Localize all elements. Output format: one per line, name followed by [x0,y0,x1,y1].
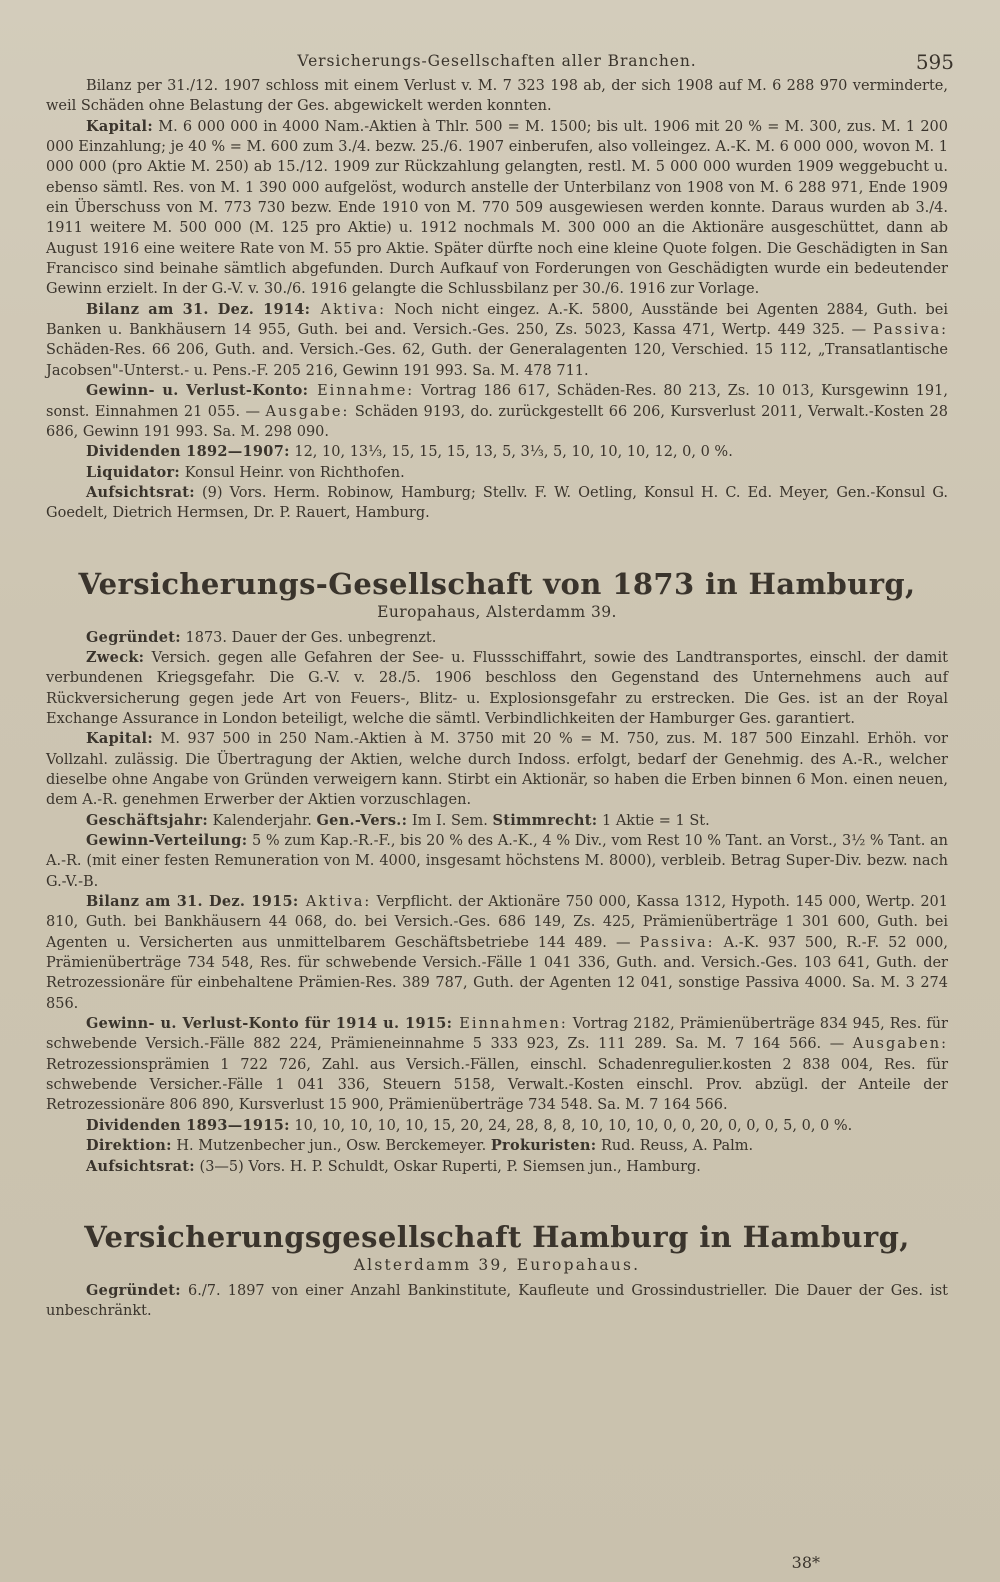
kapital-text: M. 937 500 in 250 Nam.-Aktien à M. 3750 mit 20 % = M. 750, zus. M. 187 500 Einzahl. Erhöh. vor Vollzahl. zulässig. Die Übertragung der Aktien, welche durch Indoss. erfolgt, bedarf der Genehmig. des A.-R., welcher dieselbe ohne Angabe von Gründen verweigern kann. Stirbt ein Aktionär, so haben die Erben binnen 6 Mon. einen neuen, dem A.-R. genehmen Erwerber der Aktien vorzuschlagen. [46,731,948,809]
kapital-paragraph [46,729,948,810]
section-company-hamburg [46,1219,948,1322]
gen-vers-text: Im I. Sem. [407,812,493,829]
guv-paragraph [46,381,948,442]
einnahme-text: Vortrag 186 617, Schäden-Res. 80 213, Zs. 10 013, Kursgewinn 191, sonst. Einnahmen 21 055. — [46,383,948,420]
geschaeftsjahr-text: Kalenderjahr. [208,812,317,829]
page-number: 595 [915,50,954,74]
bilanz-label: Bilanz am 31. Dez. 1915: [86,893,299,911]
kapital-paragraph [46,117,948,300]
geschaeftsjahr-label: Geschäftsjahr: [86,811,209,829]
guv-paragraph [46,1014,948,1116]
kapital-text: M. 6 000 000 in 4000 Nam.-Aktien à Thlr. 500 = M. 1500; bis ult. 1906 mit 20 % = M. 300, zus. M. 1 200 000 Einzahlung; je 40 % = M. 600 zum 3./4. bezw. 25./6. 1907 einberufen, also volleingez. A.-K. M. 6 000 000, wovon M. 1 000 000 (pro Aktie M. 250) ab 15./12. 1909 zur Rückzahlung gelangten, restl. M. 5 000 000 wurden 1909 weggebucht u. ebenso sämtl. Res. von M. 1 390 000 aufgelöst, wodurch anstelle der Unterbilanz von 1908 von M. 6 288 971, Ende 1909 ein Überschuss von M. 773 730 bezw. Ende 1910 von M. 770 509 ausgewiesen werden konnte. Daraus wurden ab 3./4. 1911 weitere M. 500 000 (M. 125 pro Aktie) u. 1912 nochmals M. 300 000 an die Aktionäre ausgeschüttet, dann ab August 1916 eine weitere Rate von M. 55 pro Aktie. Später dürfte noch eine kleine Quote folgen. Die Geschädigten in San Francisco sind beinahe sämtlich abgefunden. Durch Aufkauf von Forderungen von Geschädigten wurde ein bedeutender Gewinn erzielt. In der G.-V. v. 30./6. 1916 gelangte die Schlussbilanz per 30./6. 1916 zur Vorlage. [46,118,948,298]
dividenden-text: 12, 10, 13⅓, 15, 15, 15, 13, 5, 3⅓, 5, 10, 10, 10, 12, 0, 0 %. [289,444,733,461]
guv-label: Gewinn- u. Verlust-Konto für 1914 u. 1915: [86,1015,453,1033]
gegruendet-text: 6./7. 1897 von einer Anzahl Bankinstitute, Kaufleute und Grossindustrieller. Die Dauer der Ges. ist unbeschränkt. [46,1282,948,1320]
kapital-label: Kapital: [86,730,153,748]
direktion-paragraph [46,1136,948,1156]
zweck-label: Zweck: [86,648,145,666]
aktiva-text: Verpflicht. der Aktionäre 750 000, Kassa 1312, Hypoth. 145 000, Wertp. 201 810, Guth. bei Bankhäusern 44 068, do. bei Versich.-Ges. 686 149, Zs. 425, Prämienüberträge 1 301 600, Guth. bei Agenten u. Versicherten aus unmittelbarem Geschäftsbetriebe 144 489. — [46,894,948,951]
gewinn-verteilung-label: Gewinn-Verteilung: [86,832,248,849]
einnahme-word: Einnahme: [308,383,415,400]
aufsichtsrat-label: Aufsichtsrat: [86,1157,195,1175]
einnahmen-word: Einnahmen: [452,1016,568,1033]
aufsichtsrat-label: Aufsichtsrat: [86,483,195,501]
ausgabe-word: Ausgabe: [265,403,350,420]
company-address: Alsterdamm 39, Europahaus. [353,1255,641,1274]
gegruendet-paragraph [46,1281,948,1322]
einnahmen-text: Vortrag 2182, Prämienüberträge 834 945, Res. für schwebende Versich.-Fälle 882 224, Prämieneinnahme 5 333 923, Zs. 111 289. Sa. M. 7 164 566. — [46,1016,948,1053]
running-title: Versicherungs-Gesellschaften aller Branchen. [297,52,697,70]
ausgabe-text: Schäden 9193, do. zurückgestellt 66 206, Kursverlust 2011, Verwalt.-Kosten 28 686, Gewinn 191 993. Sa. M. 298 090. [46,403,948,440]
guv-label: Gewinn- u. Verlust-Konto: [86,382,309,400]
gegruendet-text: 1873. Dauer der Ges. unbegrenzt. [180,629,437,646]
ausgaben-word: Ausgaben: [852,1036,948,1053]
aufsichtsrat-paragraph [46,1157,948,1177]
geschaeftsjahr-paragraph [46,811,948,831]
liquidator-text: Konsul Heinr. von Richthofen. [180,464,405,481]
stimmrecht-text: 1 Aktie = 1 St. [597,812,710,829]
gegruendet-label: Gegründet: [86,1281,181,1299]
company-address: Europahaus, Alsterdamm 39. [377,602,617,621]
bilanz-1914-paragraph [46,300,948,381]
prokuristen-text: Rud. Reuss, A. Palm. [596,1138,754,1155]
dividenden-text: 10, 10, 10, 10, 10, 15, 20, 24, 28, 8, 8, 10, 10, 10, 0, 0, 20, 0, 0, 0, 5, 0, 0 %. [289,1117,853,1134]
running-header [46,0,954,74]
ausgaben-text: Retrozessionsprämien 1 722 726, Zahl. aus Versich.-Fällen, einschl. Schadenregulier.kosten 2 838 004, Res. für schwebende Versicher.-Fälle 1 041 336, Steuern 5158, Verwalt.-Kosten einschl. Prov. abzügl. der Anteile der Retrozessionäre 806 890, Kursverlust 15 900, Prämienüberträge 734 548. Sa. M. 7 164 566. [46,1056,948,1114]
direktion-label: Direktion: [86,1137,172,1155]
dividenden-paragraph [46,442,948,462]
aufsichtsrat-text: (3—5) Vors. H. P. Schuldt, Oskar Ruperti, P. Siemsen jun., Hamburg. [194,1158,701,1175]
zweck-text: Versich. gegen alle Gefahren der See- u. Flussschiffahrt, sowie des Landtransportes, einschl. der damit verbundenen Kriegsgefahr. Die G.-V. v. 28./5. 1906 beschloss den Gegenstand des Unternehmens auch auf Rückversicherung gegen jede Art von Feuers-, Blitz- u. Explosionsgefahr zu erstrecken. Die Ges. ist an der Royal Exchange Assurance in London beteiligt, welche die sämtl. Verbindlichkeiten der Hamburger Ges. garantiert. [46,649,948,727]
section-company-1873 [46,566,948,1177]
liquidator-paragraph [46,463,948,483]
aktiva-word: Aktiva: [298,894,372,911]
bilanz-1915-paragraph [46,892,948,1014]
zweck-paragraph [46,648,948,729]
aufsichtsrat-text: (9) Vors. Herm. Robinow, Hamburg; Stellv. F. W. Oetling, Konsul H. C. Ed. Meyer, Gen.-Konsul G. Goedelt, Dietrich Hermsen, Dr. P. Rauert, Hamburg. [46,484,948,522]
dividenden-label: Dividenden 1892—1907: [86,443,290,461]
dividenden-paragraph [46,1116,948,1136]
gewinn-verteilung-paragraph [46,831,948,892]
company-title: Versicherungsgesellschaft Hamburg in Hamburg, [84,1219,910,1254]
bilanz-1907-paragraph: Bilanz per 31./12. 1907 schloss mit einem Verlust v. M. 7 323 198 ab, der sich 1908 auf M. 6 288 970 verminderte, weil Schäden ohne Belastung der Ges. abgewickelt werden konnten. [46,78,948,115]
stimmrecht-label: Stimmrecht: [492,811,598,829]
prokuristen-label: Prokuristen: [490,1137,597,1155]
passiva-text: A.-K. 937 500, R.-F. 52 000, Prämienüberträge 734 548, Res. für schwebende Versich.-Fälle 1 041 336, Guth. and. Versich.-Ges. 103 641, Guth. der Retrozessionäre für einbehaltene Prämien-Res. 389 787, Guth. der Agenten 12 041, sonstige Passiva 4000. Sa. M. 3 274 856. [46,934,948,1012]
gegruendet-label: Gegründet: [86,628,181,646]
bilanz-label: Bilanz am 31. Dez. 1914: [86,300,311,318]
company-title: Versicherungs-Gesellschaft von 1873 in Hamburg, [78,566,916,601]
dividenden-label: Dividenden 1893—1915: [86,1116,290,1134]
gewinn-verteilung-text: 5 % zum Kap.-R.-F., bis 20 % des A.-K., 4 % Div., vom Rest 10 % Tant. an Vorst., 3½ % Tant. an A.-R. (mit einer festen Remuneration von M. 4000, insgesamt höchstens M. 8000), verbleib. Betrag Super-Div. bezw. nach G.-V.-B. [46,833,948,890]
aktiva-word: Aktiva: [310,301,387,318]
aktiva-text: Noch nicht eingez. A.-K. 5800, Ausstände bei Agenten 2884, Guth. bei Banken u. Bankhäusern 14 955, Guth. bei and. Versich.-Ges. 250, Zs. 5023, Kassa 471, Wertp. 449 325. — [46,301,949,339]
section-continued-company [46,76,948,524]
kapital-label: Kapital: [86,117,153,135]
aufsichtsrat-paragraph [46,483,948,524]
passiva-text: Schäden-Res. 66 206, Guth. and. Versich.-Ges. 62, Guth. der Generalagenten 120, Verschied. 15 112, „Transatlantische Jacobsen"-Unterst.- u. Pens.-F. 205 216, Gewinn 191 993. Sa. M. 478 711. [46,342,948,379]
direktion-text: H. Mutzenbecher jun., Osw. Berckemeyer. [171,1138,491,1155]
gegruendet-paragraph [46,628,948,648]
passiva-word: Passiva: [639,934,715,951]
liquidator-label: Liquidator: [86,463,181,481]
signature-mark: 38* [791,1553,820,1572]
passiva-word: Passiva: [873,322,948,339]
gen-vers-label: Gen.-Vers.: [316,811,408,829]
